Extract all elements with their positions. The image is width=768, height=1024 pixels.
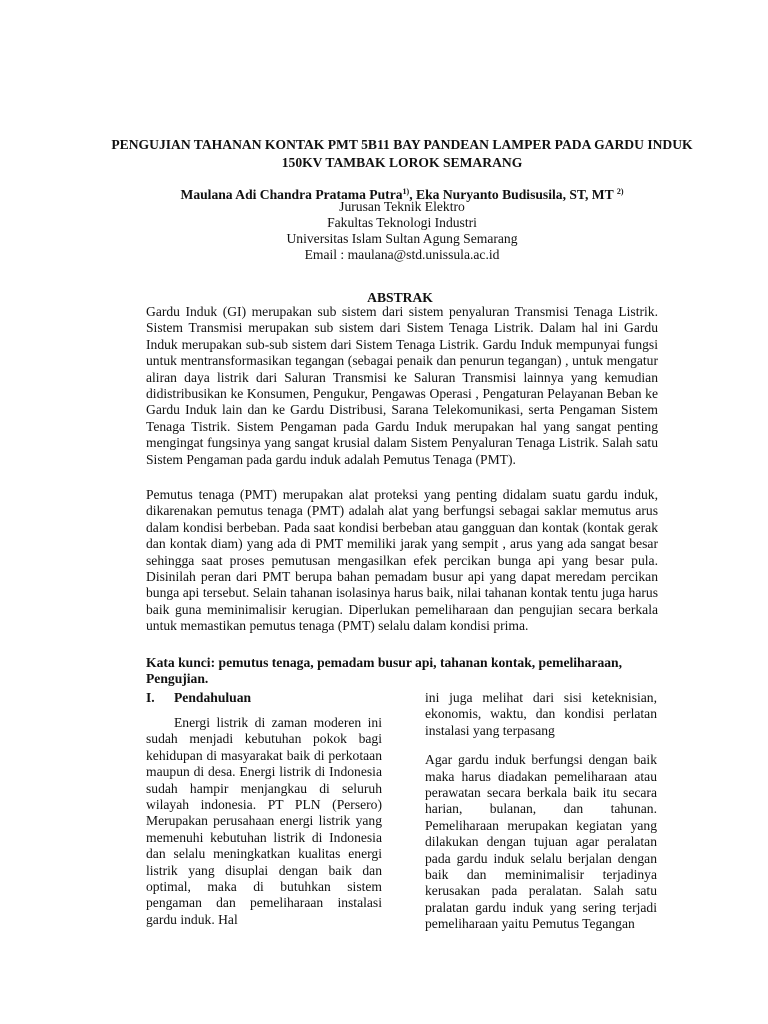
left-column xyxy=(146,690,382,928)
keywords: Kata kunci: pemutus tenaga, pemadam busur api, tahanan kontak, pemeliharaan, Pengujian. xyxy=(146,655,622,687)
paper-title: PENGUJIAN TAHANAN KONTAK PMT 5B11 BAY PANDEAN LAMPER PADA GARDU INDUK 150KV TAMBAK LOROK SEMARANG xyxy=(111,137,693,170)
author-separator: , xyxy=(409,187,416,202)
section-number: I. xyxy=(146,690,155,705)
author-2: Eka Nuryanto Budisusila, ST, MT xyxy=(416,187,617,202)
abstract-paragraph-2: Pemutus tenaga (PMT) merupakan alat proteksi yang penting didalam suatu gardu induk, dikarenakan pemutus tenaga (PMT) adalah alat yang berfungsi sebagai saklar memutus arus dalam kondisi berbeban. Pada saat kondisi berbeban atau gangguan dan kontak (kontak gerak dan kontak diam) yang ada di PMT memiliki jarak yang sempit , arus yang ada sangat besar sehingga saat proses pemutusan mengasilkan efek percikan bunga api yang besar pula. Disinilah peran dari PMT berupa bahan pemadam busur api yang dapat meredam percikan bunga api tersebut. Selain tahanan isolasinya harus baik, nilai tahanan kontak tentu juga harus baik guna meminimalisir kerugian. Diperlukan pemeliharaan dan pengujian secara berkala untuk memastikan pemutus tenaga (PMT) selalu dalam kondisi prima. xyxy=(146,487,658,634)
author-email: Email : maulana@std.unissula.ac.id xyxy=(304,247,500,262)
affiliation-university: Universitas Islam Sultan Agung Semarang xyxy=(286,231,518,246)
abstract-paragraph-1: Gardu Induk (GI) merupakan sub sistem dari sistem penyaluran Transmisi Tenaga Listrik. Sistem Transmisi merupakan sub sistem dari Sistem Tenaga Listrik. Dalam hal ini Gardu Induk merupakan sub-sub sistem dari Sistem Tenaga Listrik. Gardu Induk mempunyai fungsi untuk mentransformasikan tegangan (sebagai penaik dan penurun tegangan) , untuk mengatur aliran daya listrik dari Saluran Transmisi ke Saluran Transmisi lainnya yang kemudian didistribusikan ke Konsumen, Pengukur, Pengawas Operasi , Pengaturan Pelayanan Beban ke Gardu Induk lain dan ke Gardu Distribusi, Sarana Telekomunikasi, serta Pengaman Sistem Tenaga Tistrik. Sistem Pengaman pada Gardu Induk merupakan hal yang sangat penting mengingat fungsinya yang sangat krusial dalam Sistem Penyaluran Tenaga Listrik. Salah satu Sistem Pengaman pada gardu induk adalah Pemutus Tenaga (PMT). xyxy=(146,304,658,467)
intro-paragraph-continued: ini juga melihat dari sisi keteknisian, ekonomis, waktu, dan kondisi perlatan instalasi yang terpasang xyxy=(425,690,657,738)
section-heading xyxy=(146,690,382,706)
abstract-heading: ABSTRAK xyxy=(367,290,433,305)
affiliation-department: Jurusan Teknik Elektro xyxy=(339,199,465,214)
author-1: Maulana Adi Chandra Pratama Putra xyxy=(180,187,403,202)
affiliation-faculty: Fakultas Teknologi Industri xyxy=(327,215,477,230)
author-2-superscript: 2) xyxy=(616,187,624,196)
author-1-superscript: 1) xyxy=(402,187,410,196)
intro-paragraph-left: Energi listrik di zaman moderen ini sudah menjadi kebutuhan pokok bagi kehidupan di masyarakat baik di perkotaan maupun di desa. Energi listrik di Indonesia sudah hampir menjangkau di seluruh wilayah indonesia. PT PLN (Persero) Merupakan perusahaan energi listrik yang memenuhi kebutuhan listrik di Indonesia dan selalu meningkatkan kualitas energi listrik yang disuplai dengan baik dan optimal, maka di butuhkan sistem pengaman dan pemeliharaan instalasi gardu induk. Hal xyxy=(146,715,382,927)
intro-paragraph-right: Agar gardu induk berfungsi dengan baik maka harus diadakan pemeliharaan atau perawatan secara berkala baik itu secara harian, bulanan, dan tahunan. Pemeliharaan merupakan kegiatan yang dilakukan dengan tujuan agar peralatan pada gardu induk selalu berjalan dengan baik dan meminimalisir terjadinya kerusakan pada peralatan. Salah satu pralatan gardu induk yang sering terjadi pemeliharaan yaitu Pemutus Tegangan xyxy=(425,752,657,932)
section-title: Pendahuluan xyxy=(174,690,252,705)
right-column xyxy=(425,690,657,933)
affiliation-block xyxy=(100,199,704,263)
